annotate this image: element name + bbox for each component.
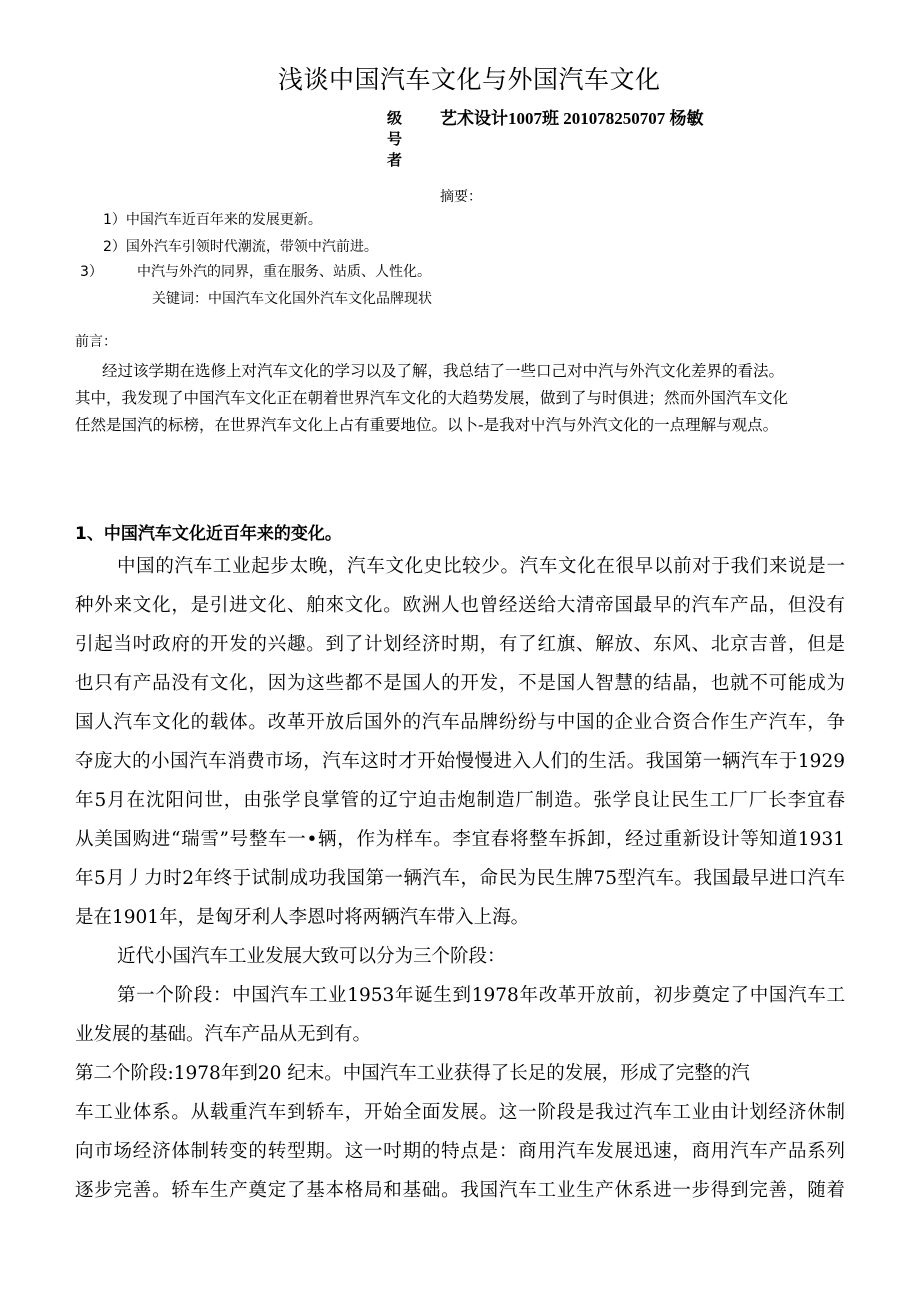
abstract-item xyxy=(103,209,322,229)
text-line: 其中，我发现了中国汽车文化正在朝着世界汽车文化的大趋势发展，做到了与时俱进；然而外国汽车文化 xyxy=(75,389,789,407)
text-line: 车工业体系。从载重汽车到轿车，开始全面发展。这一阶段是我过汽车工业由计划经济休制 xyxy=(75,1102,845,1123)
text-line: 经过该学期在选修上对汽车文化的学习以及了解，我总结了一些口己对中汽与外汽文化差界的看法。 xyxy=(102,362,785,380)
text-line: 引起当吋政府的开发的兴趣。到了计划经济时期，有了红旗、解放、东风、北京吉普，但是 xyxy=(75,634,845,655)
item-text: 中汽与外汽的同界，重在服务、站质、人性化。 xyxy=(137,264,431,280)
section-heading: 1、中国汽车文化近百年来的变化。 xyxy=(75,524,342,544)
item-text: 中国汽车近百年来的发展更新。 xyxy=(125,212,322,228)
abstract-label: 摘要： xyxy=(440,189,482,205)
preface-paragraph xyxy=(75,358,845,439)
text-line: 第二个阶段:1978年到20 纪末。中国汽车工业获得了长足的发展，形成了完整的汽 xyxy=(75,1063,750,1084)
text-line: 业发展的基础。汽车产品从无到有。 xyxy=(75,1024,372,1045)
text-line: 夺庞大的小国汽车消费市场，汽车这时才开始慢慢进入人们的生活。我国第一辆汽车于1929 xyxy=(75,751,845,772)
section-body xyxy=(75,547,845,1210)
vertical-labels: 级号者 xyxy=(387,109,403,169)
text-line: 国人汽车文化的载体。改革开放后国外的汽车品牌纷纷与中国的企业合资合作生产汽车，争 xyxy=(75,712,845,733)
text-line: 近代小国汽车工业发展大致可以分为三个阶段： xyxy=(117,946,506,967)
text-line: 任然是国汽的标榜，在世界汽车文化上占有重要地位。以卜-是我对屮汽与外汽文化的一点理解与观点。 xyxy=(75,416,779,434)
text-line: 第一个阶段：中国汽车工业1953年诞生到1978年改革开放前，初步奠定了中国汽车工 xyxy=(117,985,845,1006)
keywords: 关键词：中国汽车文化国外汽车文化品牌现状 xyxy=(152,291,432,307)
text-line: 是在1901年，是匈牙利人李恩吋将两辆汽车带入上海。 xyxy=(75,907,530,928)
text-line: 种外来文化，是引进文化、舶來文化。欧洲人也曾经送给大清帝国最早的汽车产品，但没有 xyxy=(75,595,845,616)
item-number: 3） xyxy=(80,264,103,280)
text-line: 也只有产品没有文化，因为这些都不是国人的开发，不是国人智慧的结晶，也就不可能成为 xyxy=(75,673,845,694)
item-text: 国外汽车引领时代潮流，带领中汽前进。 xyxy=(125,239,378,255)
author-line: 艺术设计1007班 201078250707 杨敏 xyxy=(440,109,704,128)
preface-label: 前言： xyxy=(75,334,117,350)
text-line: 中国的汽车工业起步太晚，汽车文化史比较少。汽车文化在很早以前对于我们来说是一 xyxy=(117,556,845,577)
text-line: 向市场经济体制转变的转型期。这一吋期的特点是：商用汽车发展迅速，商用汽车产品系列 xyxy=(75,1141,845,1162)
text-line: 年5月丿力时2年终于试制成功我国第一辆汽车，命民为民生牌75型汽车。我国最早进口汽车 xyxy=(75,868,845,889)
text-line: 年5月在沈阳问世，由张学良掌管的辽宁迫击炮制造厂制造。张学良让民生工厂厂长李宜春 xyxy=(75,790,845,811)
abstract-item xyxy=(103,236,378,256)
text-line: 从美国购进“瑞雪”号整车一•辆，作为样车。李宜春将整车拆卸，经过重新设计等知道1931 xyxy=(75,829,845,850)
item-number: 2） xyxy=(103,239,126,255)
document-title: 浅谈中国汽车文化与外国汽车文化 xyxy=(278,65,661,94)
item-number: 1） xyxy=(103,212,126,228)
text-line: 逐步完善。轿车生产奠定了基本格局和基础。我国汽车工业生产休系进一步得到完善，随着 xyxy=(75,1180,845,1201)
